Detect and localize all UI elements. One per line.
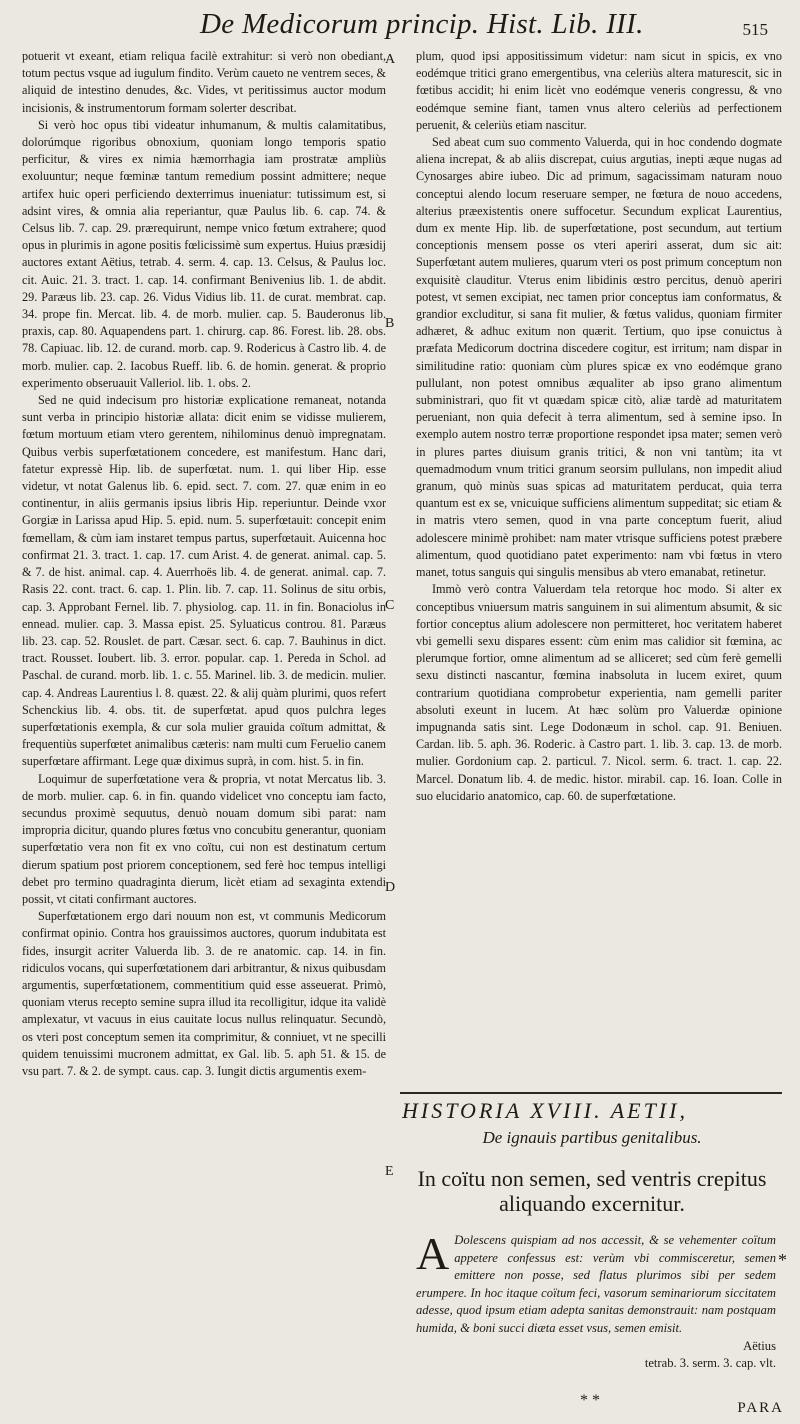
case-source-author: Aëtius [743,1338,776,1353]
left-paragraph-1: potuerit vt exeant, etiam reliqua facilè extrahitur: si verò non obediant, totum pectus vsque ad iugulum findito. Verùm caueto ne ventrem seces, & aliquid de intestino denudes, &c. Vides, vt peritissimus auctor modum incisionis, & instrumentorum formam solerter describat. [22,49,386,115]
case-text: Dolescens quispiam ad nos accessit, & se vehementer coïtum appetere confessus est: verùm vbi commisceretur, semen emittere non posse, sed flatus plurimos sibi per sedem erumpere. In hoc itaque coïtum feci, vasorum seminariorum siccitatem adesse, quod ipsum etiam adepta sanitas demonstrauit: nam postquam humida, & boni succi diæta esset vsus, semen emisit. [416,1233,776,1335]
right-paragraph-1: plum, quod ipsi appositissimum videtur: nam sicut in spicis, ex vno eodémque tritici grano emergentibus, vna celeriùs altera maturescit, sic in fœtibus accidit; hi enim licèt vno eodémque veneris congressu, & vno eodémque semine fiant, tamen vnus altero celeriùs ad perfectionem peruenit, & celeriùs etiam nascitur. [416,49,782,132]
margin-letter-c: C [385,598,395,613]
section-rule [400,1092,782,1094]
historia-subheading: De ignauis partibus genitalibus. [482,1128,702,1147]
right-paragraph-3: Immò verò contra Valuerdam tela retorque hoc modo. Si alter ex conceptibus vniuersum matris sanguinem in sui alimentum absumit, & sic fortior conceptus alium adolescere non permitteret, hoc veritatem haberet vbi gemelli sexu dispares essent: cùm enim mas calidior sit fœmina, ac plerumque fortior, omne alimentum ad se alliceret; sed cùm ferè gemelli sexu distincti nascantur, fœmina inabsoluta in lucem exiret, quum contrarium quotidiana comprobetur experientia, nam gemelli pariter absoluti exeunt in lucem. At hæc solùm pro Valuerdæ opinione impugnanda satis sint. Lege Dodonæum in schol. cap. 91. Beniuen. Cardan. lib. 5. aph. 36. Roderic. à Castro part. 1. lib. 3. cap. 13. de morb. mulier. Gordonium cap. 2. particul. 7. Nicol. serm. 6. tract. 1. cap. 22. Marcel. Donatum lib. 4. de medic. histor. mirabil. cap. 16. Ioan. Colle in suo elucidario anatomico, cap. 60. de superfœtatione. [416,582,782,803]
left-paragraph-5: Superfœtationem ergo dari nouum non est, vt communis Medicorum confirmat opinio. Contra hos grauissimos auctores, quorum indubitata est fides, insurgit acriter Valuerda lib. 3. de re anatomic. cap. 14. in fin. ridiculos vocans, qui superfœtationem dari arbitrantur, & nixus quibusdam argumentis, superfœtationem, commentitium quid esse asseuerat. Primò, quoniam vterus recepto semine supra illud ita recolligitur, idque ita validè amplexatur, vt vacuus in eius cauitate locus nullus relinquatur. Secundò, os vteri post conceptum semen ita comprimitur, & conniuet, vt ne specilli quidem tenuissimi mucronem admittat, ex Gal. lib. 5. aph 51. & 15. de vsu part. 7. & 2. de sympt. caus. cap. 3. Iungit dictis argumentis exem- [22,909,386,1078]
left-paragraph-4: Loquimur de superfœtatione vera & propria, vt notat Mercatus lib. 3. de morb. mulier. cap. 6. in fin. quando videlicet vno conceptu iam facto, secundus proximè sequutus, denuò nouam domum sibi parat: nam impropria dicitur, quando plures fœtus vno concubitu generantur, quoniam superfœtatio vera non fit ex vno coïtu, cui non est destinatum certum dierum spatium post priorem conceptionem, sed ferè hoc tempus intelligi debet pro termino quadraginta dierum, licèt etiam ad sexaginta extendi possit, vt citati confirmant auctores. [22,771,386,906]
case-source-citation: tetrab. 3. serm. 3. cap. vlt. [644,1356,776,1371]
page-number: 515 [742,20,768,39]
section-title-line-1: In coïtu non semen, sed ventris crepitus [417,1166,767,1191]
running-title: De Medicorum princip. Hist. Lib. III. [200,8,644,40]
running-head [0,0,800,44]
star-mark: * [778,1250,787,1270]
asterism: * * [580,1392,600,1409]
section-title [402,1166,782,1216]
left-paragraph-3: Sed ne quid indecisum pro historiæ explicatione remaneat, notanda sunt verba in principio historiæ allata: dicit enim se vidisse mulierem, fœtum mortuum etiam vtero gerentem, nihilominus denuò impregnatam. Quibus verbis superfœtationem concedere, est manifestum. Hanc dari, fatetur expressè Hip. lib. de superfœtat. num. 1. qui liber Hip. esse videtur, vt notat Galenus lib. 6. epid. sect. 7. com. 27. quæ enim in eo continentur, in aliis germanis ipsius libris Hip. reperiuntur. Deinde vxor Gorgiæ in Larissa apud Hip. 5. epid. num. 5. superfœtauit: concepit enim fœmellam, & cùm iam instaret tempus partus, superfœtauit. Auicenna hoc confirmat 21. 3. tract. 1. cap. 17. cum Arist. 4. de generat. animal. cap. 5. & 7. de hist. animal. cap. 4. Auerrhoës lib. 4. de generat. animal. cap. 7. Rasis 22. cont. tract. 6. cap. 1. Plin. lib. 7. cap. 11. Solinus de situ orbis, cap. 3. Approbant Fernel. lib. 7. physiolog. cap. 11. in fin. Bonaciolus in ennead. mulier. cap. 3. Massa epist. 25. Syluaticus controu. 81. Paræus lib. 23. cap. 52. Rouslet. de part. Cæsar. sect. 6. cap. 7. Bauhinus in dict. tract. Rousset. Ioubert. lib. 3. error. popular. cap. 1. Pereda in Schol. ad Paschal. de curand. morb. lib. 1. c. 55. Marinel. lib. 3. de medicin. mulier. cap. 4. Andreas Laurentius l. 8. quæst. 22. & alij quàm plurimi, quos refert Schenckius lib. 4. obs. tit. de superfœtat. apud quos pulchra leges superfœtationis exempla, & cur sola mulier grauida coïtum admittat, & frequentiùs superfœtet animalibus cæteris: nam multi cum Feruelio canem superfœtare affirmant. Lege quæ diximus suprà, in com. hist. 5. in fin. [22,393,386,769]
drop-cap: A [416,1228,450,1279]
margin-letter-b: B [385,316,395,331]
margin-letter-e: E [385,1164,394,1179]
historia-heading: HISTORIA XVIII. AETII, [402,1098,688,1123]
right-paragraph-2: Sed abeat cum suo commento Valuerda, qui in hoc condendo dogmate aliena increpat, & ab aliis discrepat, cuius argutias, inepti æque nugas ad Cynosarges abire iubeo. Dic ad primum, sagacissimam naturam nouo conceptui alendo locum reseruare semper, ne fœtura de nouo accedens, alterius præexistentis onere suffocetur. Secundum explicat Laurentius, dum ex mente Hip. lib. de superfœtatione, post secundum, aut tertium conceptionis mensem posse os vteri aperiri asserat, dum sic ait: Superfœtant autem mulieres, quarum vteri os post primum conceptum non exquisitè clauditur. Vterus enim libidinis œstro percitus, denuò aperiri potest, vt semen excipiat, nec tamen prior conceptus iam conformatus, & grandior excluditur, si sana fit mulier, & fœtus validus, quoniam firmiter adhæret, & adhuc exitum non quærit. Tertium, quo ipse conuictus à præfata Medicorum doctrina discedere cogitur, est irritum; nam dispar in similitudine ratio: quoniam cùm plures spicæ ex vno eodémque grano pullulant, non potest omnibus æqualiter ab ipso grano alimentum subministrari, quo fit vt quædam spicæ citò, aliæ tardè ad maturitatem perueniant, non quia defecit à terra alimentum, sed à semine ipso. In exemplo autem nostro terræ proportione respondet ipsa mater; semen verò in plures partes diuisum granis tritici, & non vni tantùm; ita vt quemadmodum vnum tritici granum seorsim pullulans, non impedit aliud granum, quò minùs suas spicas ad maturitatem perducat, quia terra quantum est ex se, vnicuique sufficiens alimentum suppeditat; sic etiam & in matris vtero semen, quod in vna parte conceptum fuerit, aliud adolescere minimè prohibet: nam mater vtrisque sufficiens potest præbere alimentum, quod quotidiano patet experimento: nam vbi fœtus in vtero manet, totus sanguis qui singulis mensibus ab vtero emanabat, retinetur. [416,135,782,580]
left-paragraph-2: Si verò hoc opus tibi videatur inhumanum, & multis calamitatibus, dolorúmque rigoribus obnoxium, quoniam longo temporis spatio perficitur, & vires ex nimia hæmorrhagia iam prostratæ ampliùs exoluuntur; neque fœminæ tantum remedium possint admittere; neque artifex huic operi perficiendo dexterrimus inueniatur: tutissimum est, si adsint vires, & omnia alia reperiantur, quæ Paulus lib. 6. cap. 74. & Celsus lib. 7. cap. 29. prærequirunt, nempe vnico fœtum extrahere; quod opus in plurimis in agone positis fœlicissimè sum expertus. Huius præsidij auctores extant Aëtius, tetrab. 4. serm. 4. cap. 13. Celsus, & Paulus loc. cit. Auic. 21. 3. tract. 1. cap. 14. confirmant Benivenius lib. 1. de abdit. 29. Paræus lib. 23. cap. 26. Vidus Vidius lib. 11. de curat. membrat. cap. 34. prope fin. Mercat. lib. 4. de morb. mulier. cap. 5. Bauderonus lib. praxis, cap. 80. Aquapendens part. 1. chirurg. cap. 86. Forest. lib. 28. obs. 78. Capiuac. lib. 12. de curand. morb. cap. 9. Rodericus à Castro lib. 4. de morb. mulier. cap. 2. Iacobus Rueff. lib. 6. de homin. generat. & proprio experimento obseruauit Valleriol. lib. 1. obs. 2. [22,117,386,390]
margin-letter-a: A [385,52,396,67]
right-column [416,48,782,805]
left-column [22,48,386,1080]
catchword: PARA [737,1400,784,1416]
section-title-line-2: aliquando excernitur. [499,1191,685,1216]
case-text-block [416,1228,776,1373]
margin-letter-d: D [385,880,396,895]
